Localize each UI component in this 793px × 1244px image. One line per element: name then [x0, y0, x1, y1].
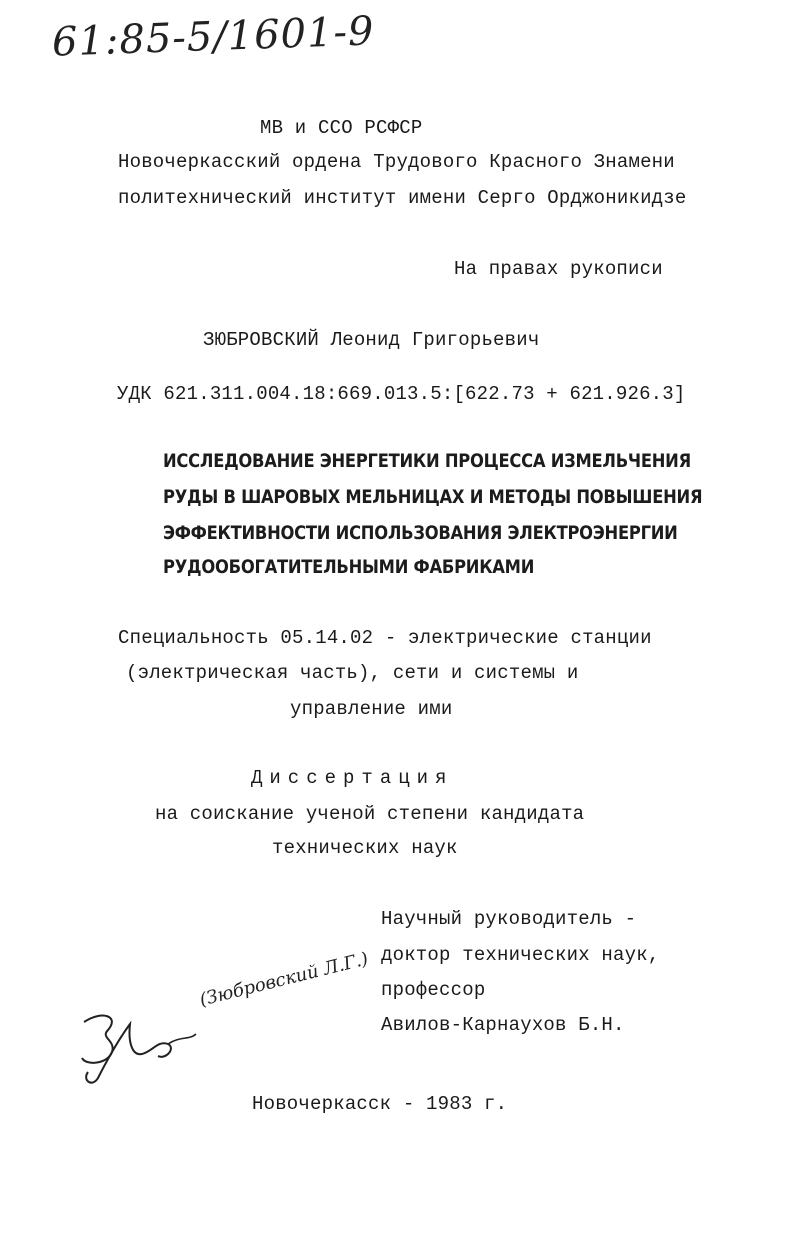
author-name: ЗЮБРОВСКИЙ Леонид Григорьевич [203, 329, 540, 351]
supervisor-line-3: профессор [381, 979, 486, 1001]
signature-note: (Зюбровский Л.Г.) [197, 948, 371, 1011]
institute-line-1: Новочеркасский ордена Трудового Красного Знамени [118, 151, 675, 173]
udc-code: УДК 621.311.004.18:669.013.5:[622.73 + 621.926.3] [117, 383, 686, 405]
author-signature [72, 1000, 202, 1090]
institute-line-2: политехнический институт имени Серго Орджоникидзе [118, 187, 687, 209]
thesis-title-line-3: ЭФФЕКТИВНОСТИ ИСПОЛЬЗОВАНИЯ ЭЛЕКТРОЭНЕРГИИ [163, 522, 678, 544]
supervisor-line-1: Научный руководитель - [381, 908, 637, 930]
supervisor-line-2: доктор технических наук, [381, 944, 660, 966]
dissertation-label: Диссертация [251, 767, 454, 789]
archive-number: 61:85-5/1601-9 [51, 8, 376, 66]
specialty-line-3: управление ими [290, 698, 453, 720]
thesis-title-line-1: ИССЛЕДОВАНИЕ ЭНЕРГЕТИКИ ПРОЦЕССА ИЗМЕЛЬЧЕНИЯ [163, 450, 691, 472]
manuscript-note: На правах рукописи [454, 258, 663, 280]
dissertation-degree: на соискание ученой степени кандидата [155, 803, 585, 825]
dissertation-field: технических наук [272, 837, 458, 859]
thesis-title-line-4: РУДООБОГАТИТЕЛЬНЫМИ ФАБРИКАМИ [163, 556, 535, 578]
thesis-title-line-2: РУДЫ В ШАРОВЫХ МЕЛЬНИЦАХ И МЕТОДЫ ПОВЫШЕНИЯ [163, 486, 703, 508]
specialty-line-1: Специальность 05.14.02 - электрические станции [118, 627, 652, 649]
supervisor-line-4: Авилов-Карнаухов Б.Н. [381, 1014, 625, 1036]
city-year: Новочеркасск - 1983 г. [252, 1093, 508, 1115]
specialty-line-2: (электрическая часть), сети и системы и [126, 662, 579, 684]
ministry: МВ и ССО РСФСР [260, 117, 423, 139]
